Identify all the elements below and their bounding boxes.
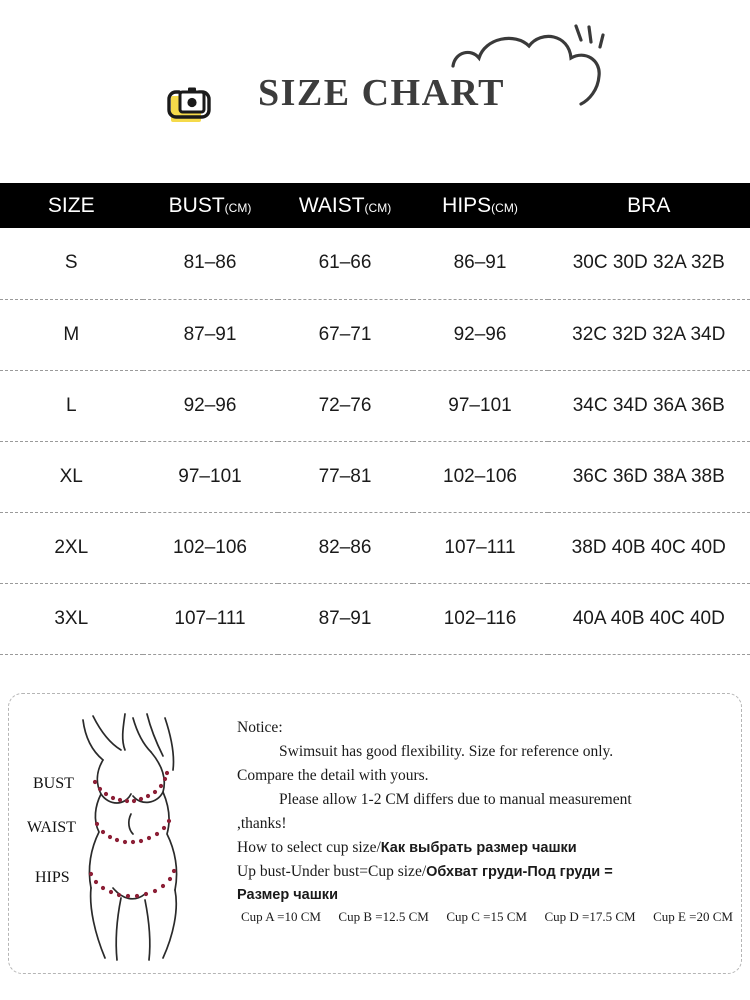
table-row bbox=[0, 228, 750, 299]
table-row bbox=[0, 299, 750, 370]
column-header-size-label: SIZE bbox=[47, 193, 95, 217]
column-header-bra bbox=[548, 183, 750, 228]
cell-bust: 92–96 bbox=[183, 394, 237, 416]
cell-bra: 36C 36D 38A 38B bbox=[572, 465, 725, 487]
table-header bbox=[0, 183, 750, 228]
column-header-waist-unit: (CM) bbox=[364, 200, 392, 215]
table-row bbox=[0, 583, 750, 654]
column-header-bust bbox=[143, 183, 278, 228]
cloud-doodle-icon bbox=[445, 16, 625, 116]
column-header-hips-label: HIPS bbox=[442, 193, 492, 217]
page-header bbox=[0, 0, 750, 183]
column-header-waist-label: WAIST bbox=[298, 193, 365, 217]
cup-formula-line bbox=[237, 861, 733, 883]
notice-heading: Notice: bbox=[237, 719, 283, 736]
cell-waist: 67–71 bbox=[318, 323, 372, 345]
cup-howto-ru: Как выбрать размер чашки bbox=[380, 840, 577, 856]
table-row bbox=[0, 512, 750, 583]
notice-panel bbox=[8, 693, 742, 974]
cup-formula-en: Up bust-Under bust=Cup size/ bbox=[237, 863, 427, 880]
cup-size-b: Cup B =12.5 CM bbox=[338, 909, 429, 924]
cell-waist: 82–86 bbox=[318, 536, 372, 558]
cup-size-d: Cup D =17.5 CM bbox=[544, 909, 636, 924]
cup-formula-ru: Обхват груди-Под груди = bbox=[426, 864, 613, 880]
cell-bra: 34C 34D 36A 36B bbox=[572, 394, 725, 416]
cell-bra: 32C 32D 32A 34D bbox=[572, 323, 726, 345]
cell-size: L bbox=[65, 394, 77, 416]
cell-waist: 61–66 bbox=[318, 252, 372, 274]
cup-formula-ru2: Размер чашки bbox=[237, 887, 338, 903]
cup-size-legend bbox=[241, 909, 733, 925]
table-header-row bbox=[0, 183, 750, 228]
figure-label-bust: BUST bbox=[33, 775, 74, 792]
notice-line-4: ,thanks! bbox=[237, 815, 287, 832]
table-body bbox=[0, 228, 750, 654]
cup-howto-line bbox=[237, 837, 733, 859]
column-header-hips bbox=[413, 183, 548, 228]
cell-size: S bbox=[64, 252, 78, 274]
cell-hips: 86–91 bbox=[453, 252, 507, 274]
cell-bust: 102–106 bbox=[173, 536, 247, 558]
column-header-bra-label: BRA bbox=[627, 193, 671, 217]
cell-size: XL bbox=[59, 465, 83, 487]
notice-line-1: Swimsuit has good flexibility. Size for reference only. bbox=[279, 743, 614, 760]
column-header-bust-label: BUST bbox=[168, 193, 225, 217]
cell-hips: 102–116 bbox=[443, 607, 517, 629]
cell-size: M bbox=[63, 323, 80, 345]
camera-icon bbox=[163, 74, 221, 132]
page-title: SIZE CHART bbox=[258, 72, 506, 114]
column-header-size bbox=[0, 183, 143, 228]
cell-hips: 92–96 bbox=[453, 323, 507, 345]
cell-hips: 102–106 bbox=[443, 465, 517, 487]
cell-hips: 97–101 bbox=[448, 394, 512, 416]
cell-bust: 87–91 bbox=[183, 323, 237, 345]
cell-bra: 40A 40B 40C 40D bbox=[572, 607, 725, 629]
figure-label-hips: HIPS bbox=[35, 869, 70, 886]
table-row bbox=[0, 441, 750, 512]
notice-text-block bbox=[237, 717, 733, 908]
cell-waist: 72–76 bbox=[318, 394, 372, 416]
cell-bra: 30C 30D 32A 32B bbox=[572, 252, 725, 274]
cup-size-a: Cup A =10 CM bbox=[241, 909, 321, 924]
column-header-bust-unit: (CM) bbox=[224, 200, 252, 215]
cell-bust: 81–86 bbox=[183, 252, 237, 274]
cell-waist: 77–81 bbox=[318, 465, 372, 487]
notice-line-3: Please allow 1-2 CM differs due to manual measurement bbox=[279, 791, 632, 808]
cell-waist: 87–91 bbox=[318, 607, 372, 629]
cell-bust: 107–111 bbox=[174, 607, 246, 629]
column-header-waist bbox=[278, 183, 413, 228]
cup-howto-en: How to select cup size/ bbox=[237, 839, 381, 856]
size-chart-table bbox=[0, 183, 750, 655]
cell-size: 2XL bbox=[54, 536, 89, 558]
cup-size-c: Cup C =15 CM bbox=[446, 909, 527, 924]
notice-line-2: Compare the detail with yours. bbox=[237, 767, 429, 784]
table-row bbox=[0, 370, 750, 441]
cell-hips: 107–111 bbox=[444, 536, 516, 558]
cell-size: 3XL bbox=[54, 607, 89, 629]
column-header-hips-unit: (CM) bbox=[491, 200, 518, 215]
body-measurement-diagram bbox=[21, 702, 236, 964]
cell-bust: 97–101 bbox=[178, 465, 242, 487]
cup-size-e: Cup E =20 CM bbox=[653, 909, 733, 924]
figure-label-waist: WAIST bbox=[27, 819, 76, 836]
cell-bra: 38D 40B 40C 40D bbox=[571, 536, 726, 558]
